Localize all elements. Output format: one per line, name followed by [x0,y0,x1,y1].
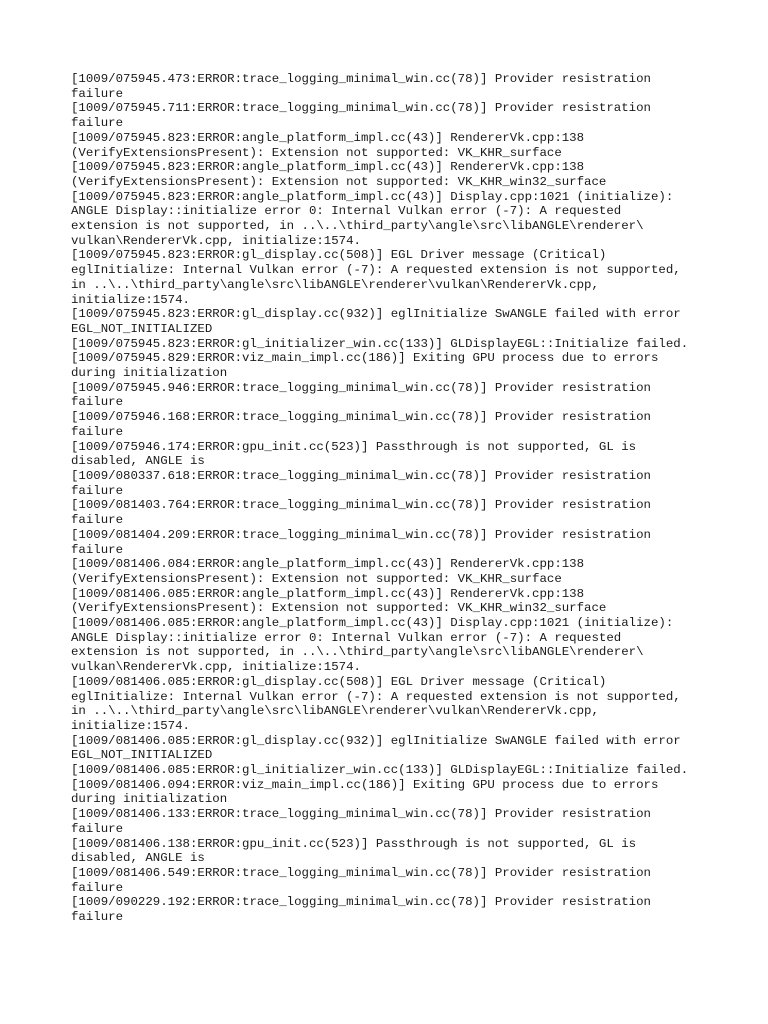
log-entry: [1009/081403.764:ERROR:trace_logging_minimal_win.cc(78)] Provider resistration failure [71,498,651,528]
log-entry: [1009/081406.085:ERROR:gl_initializer_win.cc(133)] GLDisplayEGL::Initialize failed. [71,763,689,778]
log-entry: [1009/081406.085:ERROR:angle_platform_impl.cc(43)] RendererVk.cpp:138 (VerifyExtensionsPresent): Extension not supported: VK_KHR_win32_surface [71,586,607,616]
log-entry: [1009/075945.946:ERROR:trace_logging_minimal_win.cc(78)] Provider resistration failure [71,380,651,410]
log-entry: [1009/075945.823:ERROR:angle_platform_impl.cc(43)] RendererVk.cpp:138 (VerifyExtensionsPresent): Extension not supported: VK_KHR_win32_surface [71,160,607,189]
log-entry: [1009/075945.711:ERROR:trace_logging_minimal_win.cc(78)] Provider resistration failure [71,101,651,131]
log-entry: [1009/075945.823:ERROR:gl_initializer_win.cc(133)] GLDisplayEGL::Initialize failed. [71,336,689,351]
log-entry: [1009/081406.094:ERROR:viz_main_impl.cc(186)] Exiting GPU process due to errors during initialization [71,777,659,807]
log-entry: [1009/081404.209:ERROR:trace_logging_minimal_win.cc(78)] Provider resistration failure [71,527,651,557]
log-entry: [1009/075945.823:ERROR:angle_platform_impl.cc(43)] RendererVk.cpp:138 (VerifyExtensionsPresent): Extension not supported: VK_KHR_surface [71,130,585,160]
log-entry: [1009/080337.618:ERROR:trace_logging_minimal_win.cc(78)] Provider resistration failure [71,468,651,498]
log-entry: [1009/081406.084:ERROR:angle_platform_impl.cc(43)] RendererVk.cpp:138 (VerifyExtensionsPresent): Extension not supported: VK_KHR_surface [71,557,585,586]
log-entry: [1009/081406.085:ERROR:angle_platform_impl.cc(43)] Display.cpp:1021 (initialize): ANGLE Display::initialize error 0: Internal Vulkan error (-7): A requested extension is not supported, in ..\..\third_party\angle\src\libANGLE\renderer\ vulkan\RendererVk.cpp, initialize:1574. [71,616,674,675]
error-log [71,72,708,925]
log-entry: [1009/081406.138:ERROR:gpu_init.cc(523)] Passthrough is not supported, GL is disabled, ANGLE is [71,836,637,866]
log-entry: [1009/075945.473:ERROR:trace_logging_minimal_win.cc(78)] Provider resistration failure [71,72,651,101]
log-entry: [1009/081406.085:ERROR:gl_display.cc(932)] eglInitialize SwANGLE failed with error EGL_NOT_INITIALIZED [71,733,681,763]
log-entry: [1009/075945.823:ERROR:angle_platform_impl.cc(43)] Display.cpp:1021 (initialize): ANGLE Display::initialize error 0: Internal Vulkan error (-7): A requested extension is not supported, in ..\..\third_party\angle\src\libANGLE\renderer\ vulkan\RendererVk.cpp, initialize:1574. [71,189,674,248]
log-entry: [1009/090229.192:ERROR:trace_logging_minimal_win.cc(78)] Provider resistration failure [71,895,651,925]
log-entry: [1009/075946.168:ERROR:trace_logging_minimal_win.cc(78)] Provider resistration failure [71,410,651,439]
log-entry: [1009/081406.085:ERROR:gl_display.cc(508)] EGL Driver message (Critical) eglInitialize: Internal Vulkan error (-7): A requested extension is not supported, in ..\..\third_party\angle\src\libANGLE\renderer\vulkan\RendererVk.cpp, initialize:1574. [71,674,681,733]
log-entry: [1009/075945.829:ERROR:viz_main_impl.cc(186)] Exiting GPU process due to errors during initialization [71,351,659,381]
log-entry: [1009/081406.549:ERROR:trace_logging_minimal_win.cc(78)] Provider resistration failure [71,865,651,895]
log-entry: [1009/075946.174:ERROR:gpu_init.cc(523)] Passthrough is not supported, GL is disabled, ANGLE is [71,439,637,469]
log-entry: [1009/075945.823:ERROR:gl_display.cc(508)] EGL Driver message (Critical) eglInitialize: Internal Vulkan error (-7): A requested extension is not supported, in ..\..\third_party\angle\src\libANGLE\renderer\vulkan\RendererVk.cpp, initialize:1574. [71,248,681,307]
log-entry: [1009/075945.823:ERROR:gl_display.cc(932)] eglInitialize SwANGLE failed with error EGL_NOT_INITIALIZED [71,307,681,336]
log-entry: [1009/081406.133:ERROR:trace_logging_minimal_win.cc(78)] Provider resistration failure [71,807,651,836]
